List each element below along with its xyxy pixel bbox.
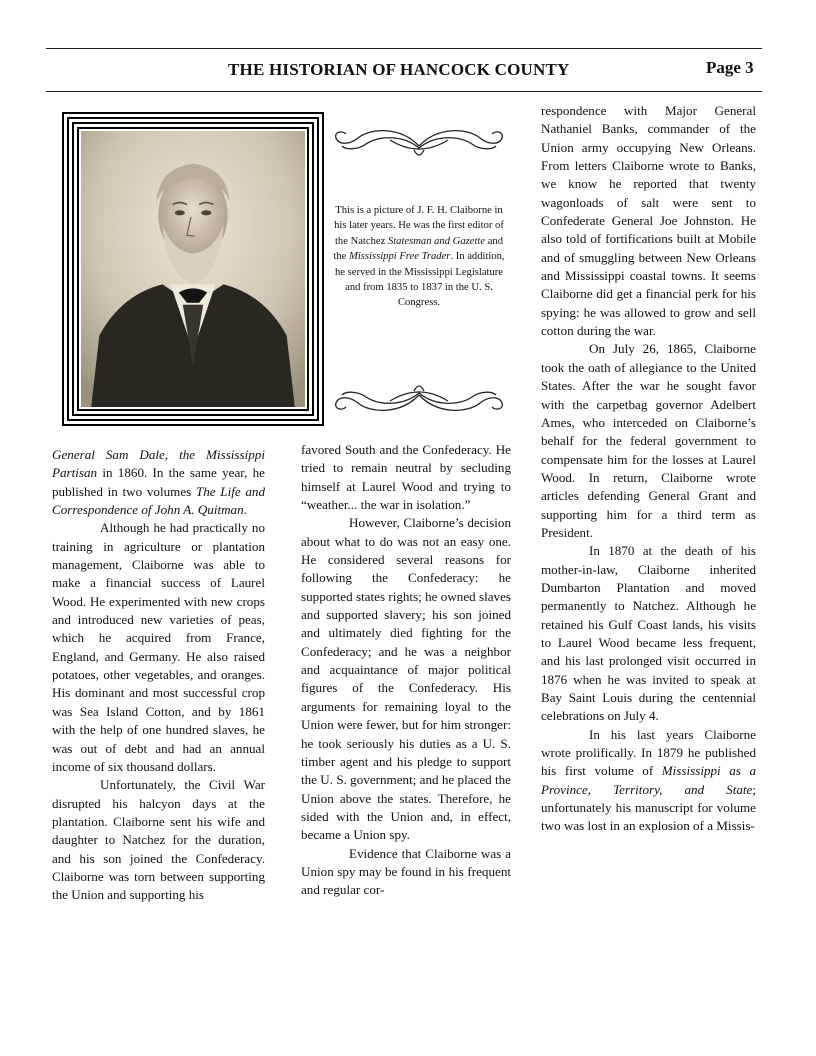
article-column-1 [52,446,265,905]
page-number: Page 3 [706,58,754,77]
column3-paragraph-4 [541,726,756,836]
column1-paragraph-2: Although he had practically no training in agriculture or plantation management, Claiborne was able to make a financial success of Laurel Wood. He experimented with new crops and introduced new varieties of peas, which he acquired from France, England, and Germany. He also raised potatoes, other vegetables, and oranges. His dominant and most successful crop was Sea Island Cotton, and by 1861 with the help of one hundred slaves, he was out of debt and had an annual income of six thousand dollars. [52,520,265,774]
column1-paragraph-1 [52,446,265,519]
caption-text-1: This is a picture of J. F. H. Claiborne in his later years. He was the first editor of the Natchez [334,205,504,247]
column3-paragraph-1: respondence with Major General Nathaniel Banks, commander of the Union army occupying New Orleans. From letters Claiborne wrote to Banks, we know he reported that twenty wagonloads of salt were sent to Confederate General Joe Johnston. He also told of fortifications built at Mobile and of smuggling between New Orleans and Mississippi coastal towns. It seems Claiborne did get a financial perk for his spying: he was allowed to grow and sell cotton during the war. [541,103,756,339]
column2-paragraph-2: However, Claiborne’s decision about what to do was not an easy one. He considered several reasons for following the Confederacy: he supported states rights; he owned slaves and supported slavery; his son joined and ultimately died fighting for the Confederacy; and he was a neighbor and acquaintance of major political figures of the Confederacy. His arguments for remaining loyal to the Union were fewer, but for him stronger: he took seriously his duties as a U. S. timber agent and his pledge to support the U. S. government; and he placed the Union above the states. Therefore, he sided with the Union and, in effect, became a Union spy. [301,515,511,843]
book-title-mississippi: Mississippi as a Province, Territory, and State [541,763,756,797]
header-bottom-rule [46,91,762,92]
book-title-quitman: The Life and Correspondence of John A. Quitman [52,483,265,518]
portrait-image [81,131,305,407]
column1-paragraph-3: Unfortunately, the Civil War disrupted his halcyon days at the plantation. Claiborne sent his wife and daughter to Natchez for the duration, and his son joined the Confederacy. Claiborne was torn between supporting the Union and supporting his [52,777,265,903]
column3-paragraph-2: On July 26, 1865, Claiborne took the oath of allegiance to the United States. After the war he sought favor with the carpetbag governor Adelbert Ames, who interceded on Claiborne’s behalf for the federal government to compensate him for the losses at Laurel Wood. In return, Claiborne wrote articles defending General Grant and supporting him for a third term as President. [541,341,756,540]
column3-p4-text-b: ; unfortunately his manuscript for volume two was lost in an explosion of a Missis- [541,781,756,834]
article-column-3 [541,102,756,836]
book-title-sam-dale: General Sam Dale, the Mississippi Partisan [52,447,265,481]
ornament-bottom [330,377,508,417]
column1-p1-text-b: . [243,502,247,518]
newsletter-title: THE HISTORIAN OF HANCOCK COUNTY [228,60,570,79]
column2-paragraph-3: Evidence that Claiborne was a Union spy may be found in his frequent and regular cor- [301,845,511,898]
caption-text-2: and the [333,235,503,263]
portrait-caption [332,203,506,311]
portrait-frame [62,112,324,426]
caption-italic-1: Statesman and Gazette [387,235,486,247]
column3-p4-text-a: In his last years Claiborne wrote prolifically. In 1879 he published his first volume of [541,726,756,779]
column3-paragraph-3: In 1870 at the death of his mother-in-law, Claiborne inherited Dumbarton Plantation and moved permanently to Natchez. Although he retained his Gulf Coast lands, his visits to Laurel Wood became less frequent, and his last prolonged visit occurred in 1876 when he was invited to speak at Bay Saint Louis during the centennial celebrations on July 4. [541,543,756,724]
caption-text-3: . In addition, he served in the Mississippi Legislature and from 1835 to 1837 in the U. S. Congress. [335,251,505,309]
header-top-rule [46,48,762,49]
ornament-top [330,124,508,164]
column2-paragraph-1: favored South and the Confederacy. He tried to remain neutral by secluding himself at Laurel Wood and trying to “weather... the war in isolation.” [301,442,511,513]
article-column-2 [301,441,511,900]
column1-p1-text-a: in 1860. In the same year, he published in two volumes [52,465,265,499]
caption-italic-2: Mississippi Free Trader [349,251,451,263]
